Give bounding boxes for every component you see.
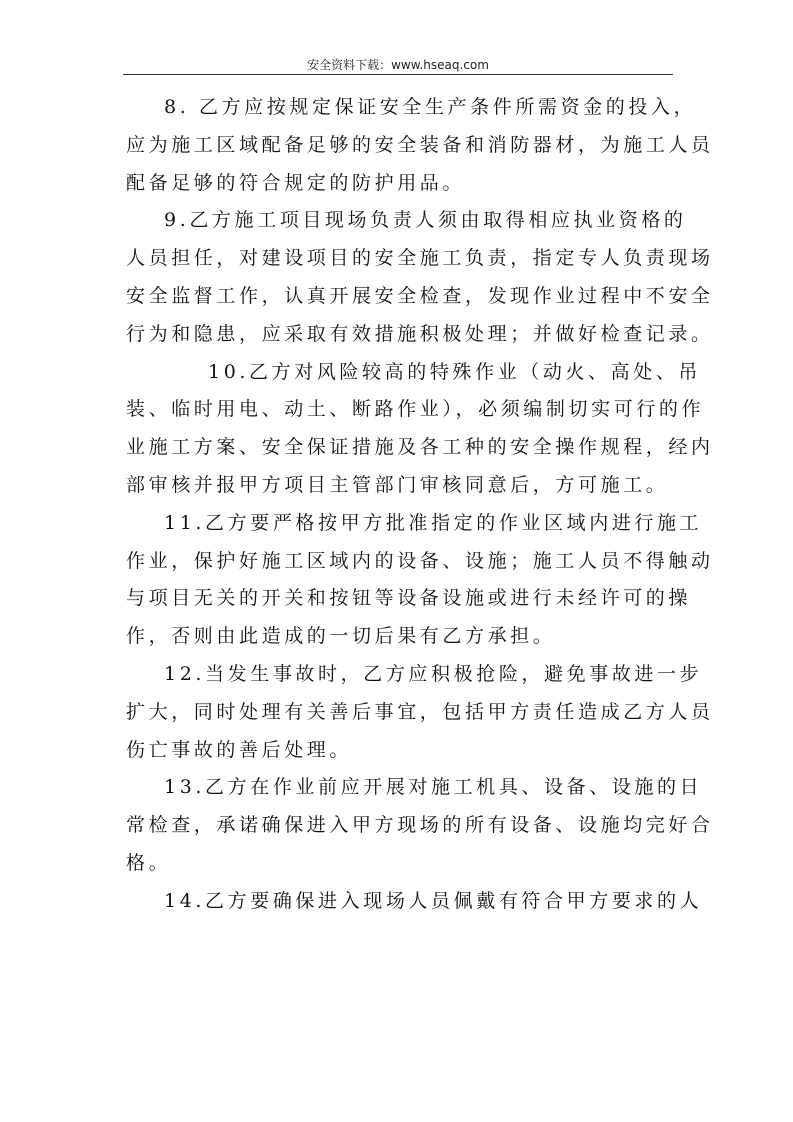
clause-10-line-3: 业施工方案、安全保证措施及各工种的安全操作规程，经内 [126, 436, 714, 459]
clause-12 [126, 656, 714, 769]
clause-8-line-1: 8. 乙方应按规定保证安全生产条件所需资金的投入， [164, 96, 697, 118]
clause-11-line-1: 11.乙方要严格按甲方批准指定的作业区域内进行施工 [164, 511, 703, 534]
header-text: 安全资料下载：www.hseaq.com [307, 58, 489, 72]
clause-10 [126, 354, 714, 505]
clause-13-line-1: 13.乙方在作业前应开展对施工机具、设备、设施的日 [164, 776, 703, 799]
clause-11-line-4: 作，否则由此造成的一切后果有乙方承担。 [126, 625, 556, 648]
clause-13-line-2: 常检查，承诺确保进入甲方现场的所有设备、设施均完好合 [126, 814, 714, 837]
clause-9 [126, 202, 714, 353]
clause-8 [126, 89, 714, 202]
clause-14-line-1: 14.乙方要确保进入现场人员佩戴有符合甲方要求的人 [164, 889, 703, 912]
clause-9-line-4: 行为和隐患，应采取有效措施积极处理；并做好检查记录。 [126, 322, 714, 345]
clause-9-line-2: 人员担任，对建设项目的安全施工负责，指定专人负责现场 [126, 247, 714, 270]
clause-11-line-2: 作业，保护好施工区域内的设备、设施；施工人员不得触动 [126, 549, 714, 572]
clause-11-line-3: 与项目无关的开关和按钮等设备设施或进行未经许可的操 [126, 587, 692, 610]
clause-8-line-2: 应为施工区域配备足够的安全装备和消防器材，为施工人员 [126, 133, 714, 156]
clause-9-line-1: 9.乙方施工项目现场负责人须由取得相应执业资格的 [164, 209, 687, 232]
page-header [123, 56, 673, 75]
clause-8-line-3: 配备足够的符合规定的防护用品。 [126, 171, 466, 194]
clause-12-line-2: 扩大，同时处理有关善后事宜，包括甲方责任造成乙方人员 [126, 700, 714, 723]
clause-12-line-1: 12.当发生事故时，乙方应积极抢险，避免事故进一步 [164, 662, 703, 685]
clause-10-line-1: 10.乙方对风险较高的特殊作业（动火、高处、吊 [208, 360, 702, 383]
clause-12-line-3: 伤亡事故的善后处理。 [126, 738, 353, 761]
clause-10-line-2: 装、临时用电、动土、断路作业），必须编制切实可行的作 [126, 398, 705, 421]
clause-13-line-3: 格。 [126, 851, 172, 874]
clause-10-line-4: 部审核并报甲方项目主管部门审核同意后，方可施工。 [126, 473, 669, 496]
clause-14 [126, 883, 703, 921]
clause-9-line-3: 安全监督工作，认真开展安全检查，发现作业过程中不安全 [126, 284, 714, 307]
document-body [126, 89, 714, 921]
clause-11 [126, 505, 714, 656]
clause-13 [126, 769, 714, 882]
